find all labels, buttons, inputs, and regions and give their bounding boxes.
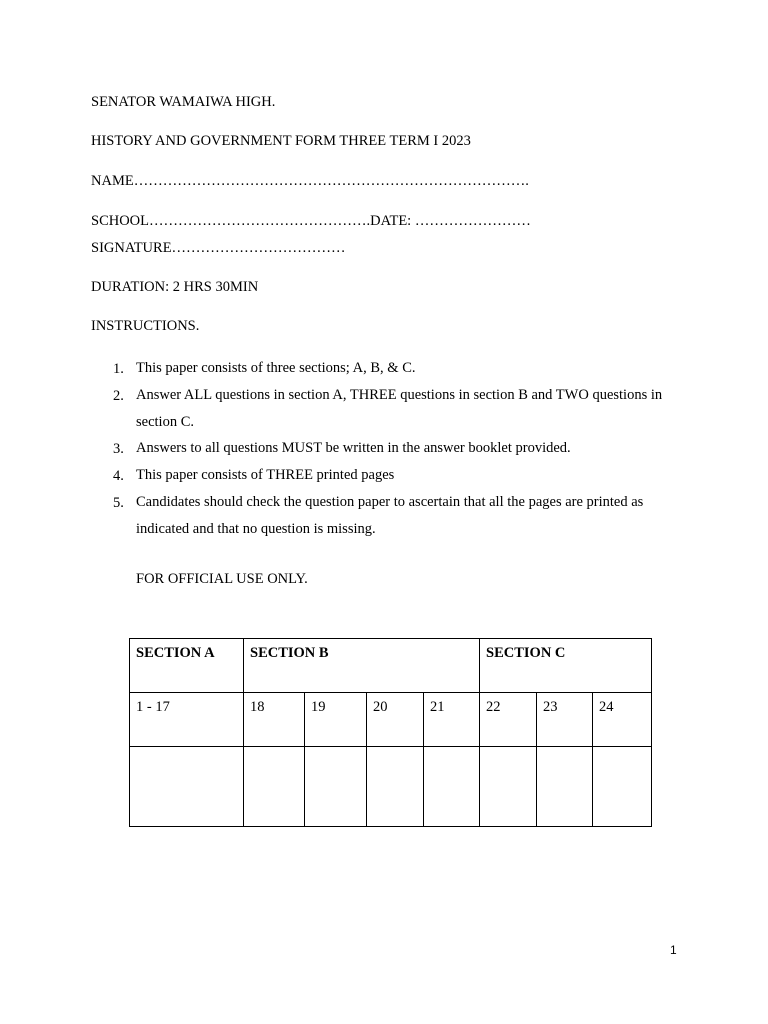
instruction-number: 1.: [113, 361, 124, 377]
official-use-table: [129, 638, 652, 827]
official-use-label: FOR OFFICIAL USE ONLY.: [136, 571, 308, 587]
exam-title: HISTORY AND GOVERNMENT FORM THREE TERM I 2023: [91, 133, 471, 149]
question-number-cell: 20: [367, 693, 424, 747]
instruction-text: This paper consists of three sections; A, B, & C.: [136, 360, 416, 376]
question-number-row: [130, 693, 652, 747]
section-a-header: SECTION A: [130, 639, 244, 693]
school-name: SENATOR WAMAIWA HIGH.: [91, 94, 276, 110]
score-row: [130, 747, 652, 827]
question-number-cell: 18: [244, 693, 305, 747]
score-cell[interactable]: [305, 747, 367, 827]
question-number-cell: 19: [305, 693, 367, 747]
question-number-cell: 22: [480, 693, 537, 747]
section-header-row: [130, 639, 652, 693]
instructions-heading: INSTRUCTIONS.: [91, 318, 200, 334]
score-cell[interactable]: [130, 747, 244, 827]
score-cell[interactable]: [424, 747, 480, 827]
question-number-cell: 21: [424, 693, 480, 747]
question-number-cell: 24: [593, 693, 652, 747]
question-number-cell: 1 - 17: [130, 693, 244, 747]
section-b-header: SECTION B: [244, 639, 480, 693]
score-cell[interactable]: [537, 747, 593, 827]
school-date-field: SCHOOL……………………………………….DATE: ……………………: [91, 213, 531, 229]
name-field: NAME……………………………………………………………………….: [91, 173, 529, 189]
score-cell[interactable]: [480, 747, 537, 827]
score-cell[interactable]: [593, 747, 652, 827]
instruction-number: 3.: [113, 441, 124, 457]
duration: DURATION: 2 HRS 30MIN: [91, 279, 259, 295]
score-cell[interactable]: [244, 747, 305, 827]
instruction-text: This paper consists of THREE printed pages: [136, 467, 395, 483]
page-number: 1: [670, 943, 677, 957]
question-number-cell: 23: [537, 693, 593, 747]
instruction-text: Answer ALL questions in section A, THREE questions in section B and TWO questions in section C.: [136, 387, 663, 430]
signature-field: SIGNATURE………………………………: [91, 240, 346, 256]
instruction-number: 5.: [113, 495, 124, 511]
section-c-header: SECTION C: [480, 639, 652, 693]
score-cell[interactable]: [367, 747, 424, 827]
instruction-number: 2.: [113, 388, 124, 404]
instruction-number: 4.: [113, 468, 124, 484]
instruction-text: Candidates should check the question paper to ascertain that all the pages are printed as indicated and that no question is missing.: [136, 494, 644, 537]
instruction-text: Answers to all questions MUST be written in the answer booklet provided.: [136, 440, 571, 456]
